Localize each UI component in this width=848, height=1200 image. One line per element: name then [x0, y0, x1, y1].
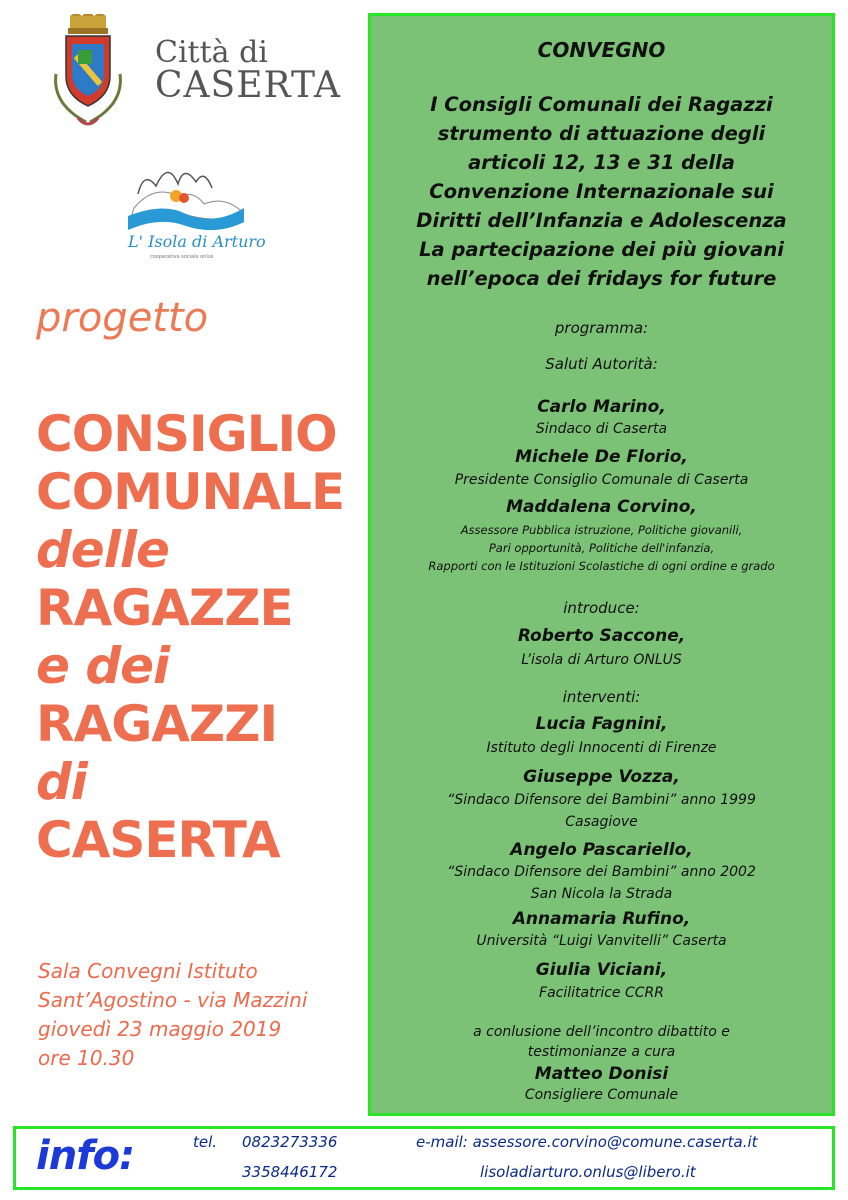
project-title-line: e dei — [36, 637, 170, 695]
speaker-role: Casagiove — [565, 814, 638, 830]
speaker-name: Annamaria Rufino, — [512, 909, 691, 929]
speaker-role: Facilitatrice CCRR — [539, 985, 664, 1001]
speaker-role: Presidente Consiglio Comunale di Caserta — [454, 472, 749, 488]
conference-title-line: nell’epoca dei fridays for future — [426, 267, 777, 290]
speaker-role: “Sindaco Difensore dei Bambini” anno 2002 — [447, 864, 756, 880]
speaker-name: Lucia Fagnini, — [535, 714, 668, 734]
closing-note: testimonianze a cura — [527, 1044, 676, 1060]
tel-label: tel. — [193, 1133, 218, 1151]
introducer-role: L’isola di Arturo ONLUS — [521, 652, 682, 668]
project-title-line: di — [36, 753, 87, 811]
project-title-line: COMUNALE — [36, 463, 345, 521]
project-label: progetto — [36, 295, 209, 341]
introduce-label: introduce: — [563, 599, 640, 617]
closer-role: Consigliere Comunale — [524, 1087, 679, 1103]
conference-title-line: Convenzione Internazionale sui — [429, 180, 774, 203]
city-name — [155, 35, 341, 106]
conference-title-line: I Consigli Comunali dei Ragazzi — [430, 93, 773, 116]
speaker-name: Giuseppe Vozza, — [523, 767, 680, 787]
venue-line: Sant’Agostino - via Mazzini — [38, 988, 308, 1012]
conference-title-line: articoli 12, 13 e 31 della — [468, 151, 735, 174]
venue-details — [38, 957, 307, 1073]
email-link[interactable]: e-mail: assessore.corvino@comune.caserta.it — [416, 1133, 758, 1151]
speaker-role: San Nicola la Strada — [530, 886, 673, 902]
speaker-role: Università “Luigi Vanvitelli” Caserta — [476, 933, 727, 949]
speaker-name: Giulia Viciani, — [535, 960, 668, 980]
saluti-label: Saluti Autorità: — [545, 355, 658, 373]
project-title — [36, 405, 344, 869]
speaker-name: Maddalena Corvino, — [506, 497, 697, 517]
speaker-role: Assessore Pubblica istruzione, Politiche giovanili, — [460, 523, 743, 537]
project-title-line: CASERTA — [36, 811, 280, 869]
venue-date: giovedì 23 maggio 2019 — [38, 1017, 282, 1041]
interventi-label: interventi: — [562, 688, 641, 706]
isola-di-arturo-subtitle: cooperativa sociale onlus — [150, 254, 214, 260]
closer-name: Matteo Donisi — [534, 1064, 669, 1084]
venue-line: Sala Convegni Istituto — [38, 959, 258, 983]
phone-number[interactable]: 3358446172 — [242, 1163, 338, 1181]
introducer-name: Roberto Saccone, — [517, 626, 686, 646]
email-link[interactable]: lisoladiarturo.onlus@libero.it — [480, 1163, 696, 1181]
programma-label: programma: — [554, 319, 649, 337]
speaker-role: “Sindaco Difensore dei Bambini” anno 1999 — [447, 792, 756, 808]
speaker-role: Istituto degli Innocenti di Firenze — [486, 740, 717, 756]
caserta-crest-icon — [48, 14, 128, 132]
city-name-line1: Città di — [155, 35, 268, 70]
project-title-line: delle — [36, 521, 169, 579]
speaker-name: Angelo Pascariello, — [510, 840, 693, 860]
speaker-role: Rapporti con le Istituzioni Scolastiche di ogni ordine e grado — [428, 559, 775, 573]
speaker-name: Michele De Florio, — [515, 447, 688, 467]
conference-title-line: strumento di attuazione degli — [437, 122, 766, 145]
left-column — [0, 0, 362, 1120]
speaker-role: Pari opportunità, Politiche dell'infanzia, — [488, 541, 715, 555]
project-title-line: CONSIGLIO — [36, 405, 337, 463]
speaker-name: Carlo Marino, — [537, 397, 666, 417]
conference-title-line: Diritti dell’Infanzia e Adolescenza — [416, 209, 787, 232]
project-title-line: RAGAZZI — [36, 695, 278, 753]
closing-note: a conlusione dell’incontro dibattito e — [473, 1024, 730, 1040]
info-label: info: — [36, 1133, 135, 1179]
project-title-line: RAGAZZE — [36, 579, 293, 637]
venue-time: ore 10.30 — [38, 1046, 135, 1070]
conference-heading: CONVEGNO — [537, 38, 666, 62]
conference-panel — [368, 13, 835, 1116]
speaker-role: Sindaco di Caserta — [535, 421, 668, 437]
conference-title-line: La partecipazione dei più giovani — [419, 238, 784, 261]
info-box — [13, 1126, 835, 1190]
phone-number[interactable]: 0823273336 — [242, 1133, 338, 1151]
isola-di-arturo-name: L' Isola di Arturo — [128, 232, 266, 251]
city-name-line2: CASERTA — [155, 65, 341, 106]
